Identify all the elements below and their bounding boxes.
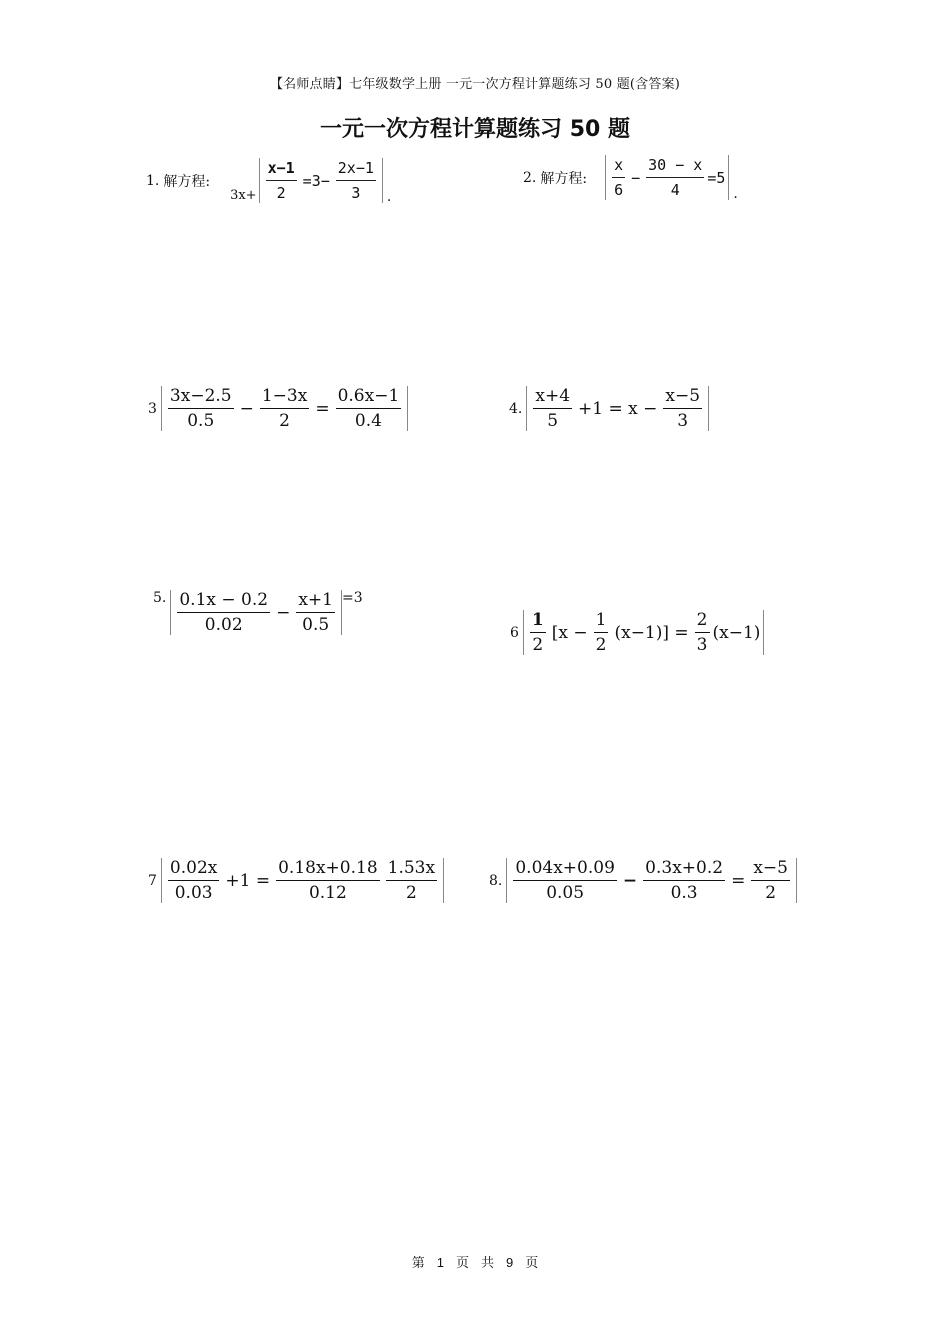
footer-text: 共 [481, 1256, 495, 1271]
page-footer [0, 1252, 950, 1271]
equation-image [170, 590, 342, 635]
expression-tail: (x−1) [712, 622, 761, 643]
denominator: 0.03 [174, 883, 213, 903]
denominator: 0.5 [187, 411, 215, 431]
problem-6 [510, 610, 764, 655]
fraction [168, 386, 234, 431]
fraction [530, 610, 546, 655]
fraction [276, 858, 380, 903]
numerator: x−1 [266, 158, 297, 181]
problem-number: 1. [146, 172, 160, 189]
denominator: 2 [765, 883, 777, 903]
fraction [168, 858, 219, 903]
fraction [594, 610, 609, 655]
footer-text: 第 [411, 1256, 425, 1271]
problem-label: 解方程: [540, 170, 588, 187]
equation-image [506, 858, 797, 903]
denominator: 2 [276, 184, 286, 202]
equation-prefix: 3x+ [230, 188, 257, 203]
denominator: 3 [696, 635, 708, 655]
numerator: x [612, 155, 625, 178]
fraction [336, 158, 376, 203]
operator: +1 = [225, 870, 271, 891]
right-hand-side: =3 [341, 590, 363, 606]
current-page-number: 1 [436, 1255, 444, 1270]
denominator: 0.12 [308, 883, 347, 903]
equation-image [523, 610, 765, 655]
fraction [260, 386, 309, 431]
denominator: 4 [670, 181, 680, 199]
denominator: 0.4 [354, 411, 382, 431]
equation-image [605, 155, 729, 200]
operator: − [239, 398, 254, 419]
denominator: 2 [405, 883, 417, 903]
fraction [177, 590, 270, 635]
denominator: 2 [595, 635, 607, 655]
denominator: 2 [279, 411, 290, 431]
footer-text: 页 [455, 1256, 469, 1271]
problem-2 [523, 155, 738, 200]
operator: − [276, 602, 291, 623]
operator: +1 = x − [578, 398, 658, 419]
equals-sign: = [731, 870, 746, 891]
fraction [646, 155, 704, 200]
denominator: 0.3 [670, 883, 698, 903]
numerator: x+1 [296, 590, 335, 613]
numerator: x−5 [663, 386, 702, 409]
denominator: 3 [351, 184, 361, 202]
equation-image [161, 858, 444, 903]
numerator: 1 [594, 610, 609, 633]
denominator: 0.5 [302, 615, 330, 635]
problem-label: 解方程: [163, 173, 211, 190]
numerator: 1−3x [260, 386, 309, 409]
operator: (x−1)] = [614, 622, 689, 643]
problem-number: 4. [509, 400, 523, 417]
denominator: 0.05 [546, 883, 585, 903]
problem-number: 5. [153, 590, 167, 606]
fraction [663, 386, 702, 431]
denominator: 3 [677, 411, 689, 431]
equals-sign: = [315, 398, 330, 419]
numerator: 30 − x [646, 155, 704, 178]
equation-image [526, 386, 709, 431]
total-page-count: 9 [506, 1255, 514, 1270]
denominator: 2 [532, 635, 544, 655]
fraction [266, 158, 297, 203]
fraction [695, 610, 710, 655]
problem-number: 3 [148, 400, 157, 417]
right-hand-side: =5 [707, 168, 726, 187]
fraction [296, 590, 335, 635]
numerator: 0.18x+0.18 [276, 858, 380, 881]
fraction [336, 386, 402, 431]
numerator: 0.6x−1 [336, 386, 402, 409]
end-dot: . [733, 186, 738, 202]
fraction [643, 858, 725, 903]
problem-number: 8. [489, 872, 503, 889]
numerator: 1.53x [386, 858, 437, 881]
numerator: 1 [530, 610, 546, 633]
numerator: 3x−2.5 [168, 386, 234, 409]
problem-4 [509, 386, 709, 431]
fraction [533, 386, 572, 431]
operator: =3− [302, 171, 330, 190]
end-dot: . [386, 189, 392, 205]
numerator: 0.04x+0.09 [513, 858, 617, 881]
numerator: 2x−1 [336, 158, 376, 181]
equation-image [161, 386, 408, 431]
denominator: 5 [547, 411, 559, 431]
numerator: x+4 [533, 386, 572, 409]
problem-3 [148, 386, 408, 431]
page-title: 一元一次方程计算题练习 50 题 [320, 117, 630, 142]
numerator: 0.1x − 0.2 [177, 590, 270, 613]
problem-7 [148, 858, 444, 903]
fraction [386, 858, 437, 903]
numerator: x−5 [751, 858, 790, 881]
numerator: 0.3x+0.2 [643, 858, 725, 881]
problem-number: 6 [510, 624, 519, 641]
problem-8 [489, 858, 797, 903]
operator: − [631, 168, 641, 187]
document-header: 【名师点睛】七年级数学上册 一元一次方程计算题练习 50 题(含答案) [269, 77, 681, 92]
fraction [612, 155, 625, 200]
operator: − [622, 870, 638, 891]
equation-image [259, 158, 383, 203]
operator: [x − [551, 622, 588, 643]
denominator: 6 [614, 181, 624, 199]
numerator: 2 [695, 610, 710, 633]
problem-5 [153, 590, 363, 635]
problem-number: 2. [523, 169, 537, 186]
fraction [751, 858, 790, 903]
problem-1 [146, 158, 391, 203]
footer-text: 页 [525, 1256, 539, 1271]
numerator: 0.02x [168, 858, 219, 881]
fraction [513, 858, 617, 903]
problem-number: 7 [148, 872, 157, 889]
denominator: 0.02 [204, 615, 243, 635]
